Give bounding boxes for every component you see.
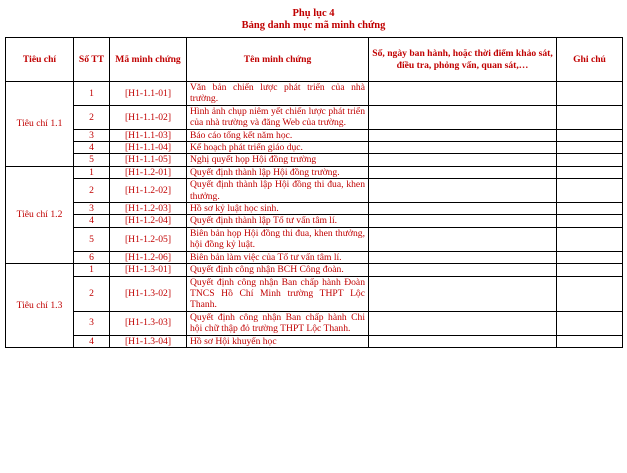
evidence-name: Hồ sơ kỷ luật học sinh. [187, 203, 369, 215]
evidence-code: [H1-1.1-03] [110, 129, 187, 141]
note-cell [557, 203, 623, 215]
evidence-code: [H1-1.1-01] [110, 82, 187, 106]
evidence-name: Quyết định công nhận BCH Công đoàn. [187, 264, 369, 276]
evidence-name: Biên bản làm việc của Tổ tư vấn tâm lí. [187, 251, 369, 263]
evidence-code: [H1-1.1-02] [110, 105, 187, 129]
col-no: Số TT [74, 38, 110, 82]
evidence-code: [H1-1.1-05] [110, 154, 187, 166]
doc-cell [369, 311, 557, 335]
appendix-title: Phụ lục 4 [292, 8, 335, 19]
evidence-code: [H1-1.3-03] [110, 311, 187, 335]
row-number: 3 [74, 311, 110, 335]
col-doc: Số, ngày ban hành, hoặc thời điểm khảo sát, điều tra, phỏng vấn, quan sát,… [369, 38, 557, 82]
table-row [6, 227, 623, 251]
note-cell [557, 105, 623, 129]
note-cell [557, 215, 623, 227]
row-number: 3 [74, 129, 110, 141]
doc-cell [369, 203, 557, 215]
table-row [6, 82, 623, 106]
table-row [6, 335, 623, 347]
evidence-name: Biên bản họp Hội đồng thi đua, khen thưởng, hội đồng kỷ luật. [187, 227, 369, 251]
table-row [6, 311, 623, 335]
doc-cell [369, 154, 557, 166]
evidence-name: Quyết định thành lập Hội đồng trường. [187, 166, 369, 178]
doc-cell [369, 335, 557, 347]
row-number: 2 [74, 105, 110, 129]
table-title: Bảng danh mục mã minh chứng [241, 20, 386, 31]
evidence-name: Nghị quyết họp Hội đồng trường [187, 154, 369, 166]
evidence-name: Hình ảnh chụp niêm yết chiến lược phát triển của nhà trường và đăng Web của trường. [187, 105, 369, 129]
row-number: 5 [74, 227, 110, 251]
row-number: 1 [74, 82, 110, 106]
note-cell [557, 179, 623, 203]
note-cell [557, 276, 623, 311]
note-cell [557, 82, 623, 106]
note-cell [557, 129, 623, 141]
evidence-name: Báo cáo tổng kết năm học. [187, 129, 369, 141]
doc-cell [369, 251, 557, 263]
evidence-code: [H1-1.2-03] [110, 203, 187, 215]
col-name: Tên minh chứng [187, 38, 369, 82]
table-body [6, 82, 623, 348]
evidence-name: Quyết định thành lập Tổ tư vấn tâm lí. [187, 215, 369, 227]
row-number: 1 [74, 166, 110, 178]
table-row [6, 105, 623, 129]
evidence-code: [H1-1.2-01] [110, 166, 187, 178]
doc-cell [369, 264, 557, 276]
note-cell [557, 227, 623, 251]
row-number: 4 [74, 215, 110, 227]
heading [0, 0, 627, 32]
note-cell [557, 311, 623, 335]
criterion-cell: Tiêu chí 1.3 [6, 264, 74, 348]
evidence-code: [H1-1.3-01] [110, 264, 187, 276]
evidence-code: [H1-1.3-04] [110, 335, 187, 347]
doc-cell [369, 129, 557, 141]
doc-cell [369, 215, 557, 227]
doc-cell [369, 227, 557, 251]
table-row [6, 154, 623, 166]
table-row [6, 166, 623, 178]
evidence-code: [H1-1.2-05] [110, 227, 187, 251]
evidence-name: Kế hoạch phát triển giáo dục. [187, 142, 369, 154]
criterion-cell: Tiêu chí 1.2 [6, 166, 74, 263]
evidence-table [5, 37, 623, 348]
row-number: 5 [74, 154, 110, 166]
row-number: 2 [74, 179, 110, 203]
doc-cell [369, 82, 557, 106]
col-code: Mã minh chứng [110, 38, 187, 82]
table-row [6, 264, 623, 276]
note-cell [557, 264, 623, 276]
col-note: Ghi chú [557, 38, 623, 82]
criterion-cell: Tiêu chí 1.1 [6, 82, 74, 167]
table-row [6, 129, 623, 141]
evidence-code: [H1-1.2-04] [110, 215, 187, 227]
row-number: 4 [74, 142, 110, 154]
evidence-name: Quyết định thành lập Hội đồng thi đua, khen thưởng. [187, 179, 369, 203]
evidence-code: [H1-1.1-04] [110, 142, 187, 154]
row-number: 1 [74, 264, 110, 276]
note-cell [557, 335, 623, 347]
doc-cell [369, 142, 557, 154]
table-row [6, 276, 623, 311]
row-number: 6 [74, 251, 110, 263]
doc-cell [369, 166, 557, 178]
table-row [6, 215, 623, 227]
table-row [6, 179, 623, 203]
col-criterion: Tiêu chí [6, 38, 74, 82]
note-cell [557, 142, 623, 154]
evidence-name: Hồ sơ Hội khuyến học [187, 335, 369, 347]
table-row [6, 203, 623, 215]
note-cell [557, 251, 623, 263]
evidence-name: Quyết định công nhận Ban chấp hành Đoàn TNCS Hồ Chí Minh trường THPT Lộc Thanh. [187, 276, 369, 311]
doc-cell [369, 276, 557, 311]
evidence-code: [H1-1.2-02] [110, 179, 187, 203]
table-row [6, 142, 623, 154]
evidence-name: Quyết định công nhận Ban chấp hành Chi hội chữ thập đỏ trường THPT Lộc Thanh. [187, 311, 369, 335]
doc-cell [369, 105, 557, 129]
note-cell [557, 154, 623, 166]
evidence-code: [H1-1.3-02] [110, 276, 187, 311]
evidence-name: Văn bản chiến lược phát triển của nhà trường. [187, 82, 369, 106]
header-row [6, 38, 623, 82]
row-number: 4 [74, 335, 110, 347]
table-row [6, 251, 623, 263]
evidence-code: [H1-1.2-06] [110, 251, 187, 263]
row-number: 2 [74, 276, 110, 311]
doc-cell [369, 179, 557, 203]
row-number: 3 [74, 203, 110, 215]
note-cell [557, 166, 623, 178]
